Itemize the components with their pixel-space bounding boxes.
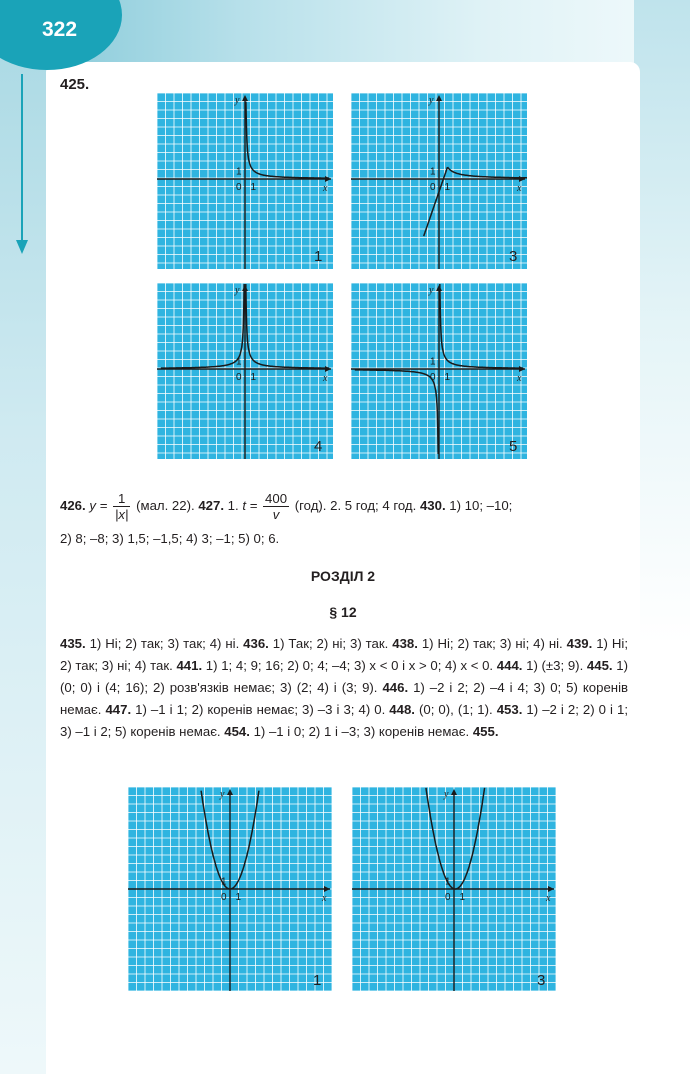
answers-435-455	[60, 633, 628, 743]
x-axis-label: x	[322, 893, 327, 904]
answer-text: 1) Ні; 2) так; 3) ні; 4) так.	[60, 636, 628, 673]
x-axis-label: x	[323, 373, 328, 384]
fraction-400-over-v	[263, 491, 289, 522]
y-axis-label: y	[429, 285, 434, 296]
y-axis-label: y	[444, 789, 449, 800]
graph-425-3-caption: 3	[509, 248, 518, 265]
y-axis-label: y	[429, 95, 434, 106]
origin-label: 0	[445, 892, 451, 903]
answer-text: 1) 10; –10;	[449, 498, 513, 513]
answer-number: 438.	[392, 636, 418, 651]
x-tick-one-label: 1	[459, 892, 466, 903]
answer-number: 455.	[472, 724, 499, 739]
y-tick-one-label: 1	[221, 876, 227, 888]
fraction-numerator: 400	[265, 491, 288, 507]
y-tick-one-label: 1	[236, 356, 242, 368]
answer-number: 430.	[419, 498, 446, 513]
graph-425-4-caption: 4	[314, 438, 323, 455]
x-tick-one-label: 1	[444, 182, 451, 193]
math-expression: t =	[242, 498, 258, 513]
graph-455-1-caption: 1	[313, 972, 322, 989]
answer-text: 1) Ні; 2) так; 3) так; 4) ні.	[85, 636, 244, 651]
fraction-denominator: v	[272, 507, 280, 523]
left-margin-band	[0, 0, 46, 1074]
y-tick-one-label: 1	[430, 166, 436, 178]
x-tick-one-label: 1	[235, 892, 242, 903]
graph-425-3	[351, 93, 527, 269]
answer-number: 427.	[198, 498, 224, 513]
answer-number: 447.	[105, 702, 132, 717]
y-axis-label: y	[235, 95, 240, 106]
answer-text: 1) –2 і 2; 2) 0 і 1; 3) –1 і 2; 5) коренів немає.	[60, 702, 628, 739]
right-margin-band	[634, 0, 690, 1074]
y-axis-label: y	[220, 789, 225, 800]
graph-425-5	[351, 283, 527, 459]
section-title: РОЗДІЛ 2	[310, 568, 376, 584]
origin-label: 0	[430, 372, 436, 383]
paragraph-title: § 12	[329, 604, 357, 620]
answer-text: 1) (±3; 9).	[522, 658, 587, 673]
answer-text: 1) 1; 4; 9; 16; 2) 0; 4; –4; 3) x < 0 і x > 0; 4) x < 0.	[202, 658, 497, 673]
math-expression: y =	[89, 498, 108, 513]
answer-number: 453.	[496, 702, 523, 717]
answer-text: 1) –2 і 2; 2) –4 і 4; 3) 0; 5) коренів немає.	[60, 680, 629, 717]
answer-text: 1) –1 і 0; 2) 1 і –3; 3) коренів немає.	[249, 724, 473, 739]
fraction-denominator: |x|	[114, 507, 129, 523]
x-tick-one-label: 1	[444, 372, 451, 383]
exercise-425-label: 425.	[60, 76, 90, 93]
graph-455-1	[128, 787, 332, 991]
answer-text: (мал. 22).	[136, 498, 195, 513]
x-axis-label: x	[546, 893, 551, 904]
answer-number: 446.	[382, 680, 409, 695]
answer-text: 1) Так; 2) ні; 3) так.	[268, 636, 393, 651]
answer-text: (год). 2. 5 год; 4 год.	[294, 498, 417, 513]
graph-425-1	[157, 93, 333, 269]
x-tick-one-label: 1	[250, 372, 257, 383]
answer-number: 454.	[224, 724, 250, 739]
answer-text: 1) Ні; 2) так; 3) ні; 4) ні.	[417, 636, 567, 651]
answer-text: (0; 0), (1; 1).	[414, 702, 497, 717]
answer-number: 439.	[566, 636, 593, 651]
origin-label: 0	[236, 182, 242, 193]
margin-arrow-line	[21, 74, 23, 242]
answer-number: 426.	[60, 498, 86, 513]
y-tick-one-label: 1	[445, 876, 451, 888]
graph-425-5-caption: 5	[509, 438, 518, 455]
fraction-numerator: 1	[113, 491, 130, 507]
answer-text: 1) (0; 0) і (4; 16); 2) розв'язків немає; 3) (2; 4) і (3; 9).	[60, 658, 628, 695]
graph-425-4	[157, 283, 333, 459]
x-axis-label: x	[323, 183, 328, 194]
answers-426-430-line1	[60, 484, 628, 528]
x-axis-label: x	[517, 183, 522, 194]
origin-label: 0	[430, 182, 436, 193]
answer-number: 441.	[176, 658, 203, 673]
answer-number: 436.	[243, 636, 269, 651]
y-tick-one-label: 1	[236, 166, 242, 178]
margin-arrow-head-icon	[16, 240, 28, 254]
answer-text: 1.	[227, 498, 239, 513]
answer-number: 445.	[586, 658, 613, 673]
answer-text: 1) –1 і 1; 2) коренів немає; 3) –3 і 3; 4) 0.	[131, 702, 390, 717]
origin-label: 0	[236, 372, 242, 383]
x-axis-label: x	[517, 373, 522, 384]
answer-number: 435.	[60, 636, 86, 651]
graph-455-3	[352, 787, 556, 991]
origin-label: 0	[221, 892, 227, 903]
fraction-1-over-abs-x	[113, 491, 130, 522]
answer-number: 444.	[496, 658, 523, 673]
x-tick-one-label: 1	[250, 182, 257, 193]
y-axis-label: y	[235, 285, 240, 296]
y-tick-one-label: 1	[430, 356, 436, 368]
graph-455-3-caption: 3	[537, 972, 546, 989]
answer-number: 448.	[389, 702, 415, 717]
graph-425-1-caption: 1	[314, 248, 323, 265]
answers-430-line2: 2) 8; –8; 3) 1,5; –1,5; 4) 3; –1; 5) 0; 6.	[60, 531, 280, 546]
page-number: 322	[42, 18, 78, 41]
